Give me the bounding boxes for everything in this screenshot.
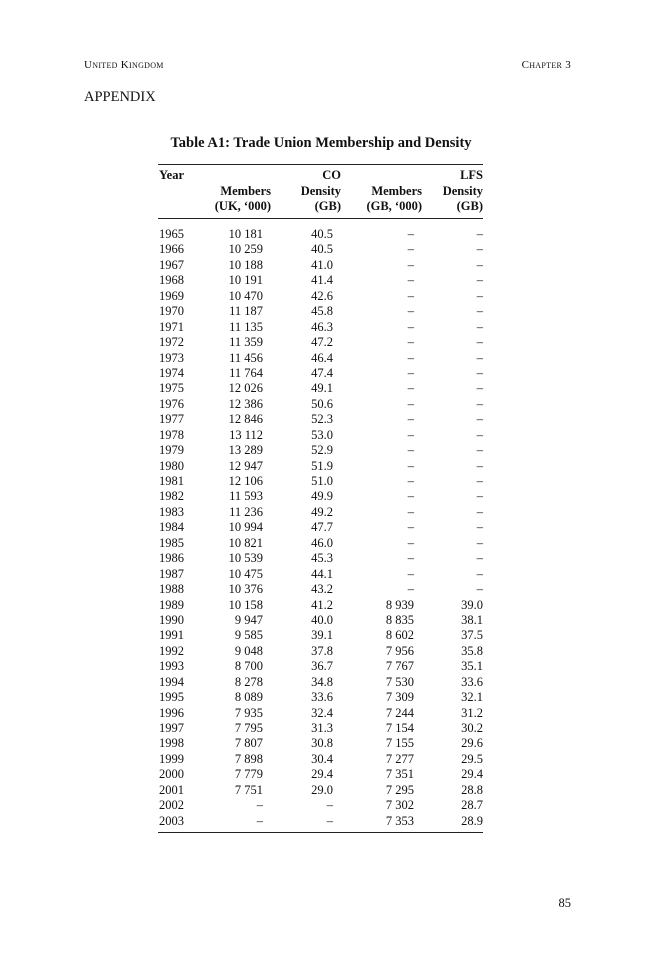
cell-lfs-density: 38.1 — [461, 612, 483, 627]
cell-year: 2002 — [159, 798, 184, 813]
table-row — [159, 474, 483, 489]
cell-co-density: 43.2 — [311, 582, 333, 597]
header-lfs-density — [443, 168, 483, 215]
cell-year: 1965 — [159, 227, 184, 241]
cell-members-uk: 10 158 — [228, 597, 263, 612]
cell-members-uk: 11 456 — [229, 350, 263, 365]
table-row — [159, 320, 483, 335]
table-row — [159, 227, 483, 242]
cell-co-density: 47.2 — [311, 335, 333, 350]
table-row — [159, 706, 483, 721]
cell-lfs-density: 35.8 — [461, 643, 483, 658]
header-co-group: CO — [322, 168, 341, 182]
table-row — [159, 783, 483, 798]
cell-lfs-density: 28.9 — [461, 813, 483, 828]
cell-lfs-density: 32.1 — [461, 690, 483, 705]
cell-year: 1991 — [159, 628, 184, 643]
cell-lfs-density: – — [476, 257, 483, 272]
cell-members-uk: – — [256, 813, 263, 828]
cell-year: 1983 — [159, 504, 184, 519]
header-members-gb-line2: (GB, ‘000) — [366, 199, 422, 213]
cell-members-gb: – — [407, 288, 414, 303]
header-members-uk-line2: (UK, ‘000) — [214, 199, 271, 213]
cell-members-uk: 10 181 — [228, 227, 263, 241]
cell-members-uk: 11 764 — [229, 365, 263, 380]
cell-year: 1996 — [159, 705, 184, 720]
cell-co-density: 47.7 — [311, 520, 333, 535]
cell-co-density: 49.2 — [311, 504, 333, 519]
cell-members-uk: 8 278 — [234, 674, 263, 689]
table-row — [159, 675, 483, 690]
header-lfs-density-line1: Density — [442, 183, 483, 198]
cell-lfs-density: 37.5 — [461, 628, 483, 643]
table-row — [159, 690, 483, 705]
cell-co-density: 46.0 — [311, 535, 333, 550]
table-row — [159, 397, 483, 412]
cell-members-gb: – — [407, 273, 414, 288]
cell-members-gb: – — [407, 458, 414, 473]
cell-members-gb: – — [407, 582, 414, 597]
cell-year: 1990 — [159, 612, 184, 627]
table-row — [159, 304, 483, 319]
page-number: 85 — [558, 896, 571, 910]
cell-year: 1984 — [159, 520, 184, 535]
cell-members-gb: 7 309 — [385, 690, 414, 705]
cell-members-uk: 11 359 — [229, 335, 263, 350]
table-row — [159, 721, 483, 736]
cell-co-density: 51.9 — [311, 458, 333, 473]
cell-members-uk: 10 188 — [228, 257, 263, 272]
cell-members-gb: 8 835 — [385, 612, 414, 627]
table-row — [159, 505, 483, 520]
cell-members-uk: 10 475 — [228, 566, 263, 581]
cell-co-density: 40.5 — [311, 242, 333, 257]
cell-co-density: 49.9 — [311, 489, 333, 504]
cell-co-density: 41.2 — [311, 597, 333, 612]
cell-year: 1971 — [159, 319, 184, 334]
table-header-rule — [158, 218, 483, 219]
cell-year: 1968 — [159, 273, 184, 288]
cell-members-gb: – — [407, 319, 414, 334]
header-co-density-line2: (GB) — [314, 199, 341, 213]
table-row — [159, 381, 483, 396]
cell-lfs-density: – — [476, 396, 483, 411]
cell-year: 1992 — [159, 643, 184, 658]
running-head-right: Chapter 3 — [521, 59, 571, 71]
cell-lfs-density: – — [476, 412, 483, 427]
cell-lfs-density: – — [476, 551, 483, 566]
table-row — [159, 628, 483, 643]
cell-members-gb: – — [407, 227, 414, 241]
cell-lfs-density: – — [476, 319, 483, 334]
cell-year: 1976 — [159, 396, 184, 411]
cell-members-gb: 7 295 — [385, 782, 414, 797]
cell-members-gb: – — [407, 489, 414, 504]
cell-members-uk: – — [256, 798, 263, 813]
cell-lfs-density: 29.4 — [461, 767, 483, 782]
cell-co-density: 45.8 — [311, 304, 333, 319]
cell-lfs-density: – — [476, 242, 483, 257]
cell-lfs-density: – — [476, 365, 483, 380]
cell-members-gb: – — [407, 396, 414, 411]
table-row — [159, 366, 483, 381]
running-head-left: United Kingdom — [84, 59, 164, 71]
table-title: Table A1: Trade Union Membership and Density — [170, 135, 472, 151]
cell-co-density: 53.0 — [311, 427, 333, 442]
table-row — [159, 659, 483, 674]
cell-members-gb: 7 244 — [385, 705, 414, 720]
cell-members-uk: 12 026 — [228, 381, 263, 396]
cell-co-density: 33.6 — [311, 690, 333, 705]
cell-year: 2000 — [159, 767, 184, 782]
cell-lfs-density: – — [476, 288, 483, 303]
cell-members-uk: 10 376 — [228, 582, 263, 597]
table-row — [159, 273, 483, 288]
cell-members-gb: – — [407, 427, 414, 442]
cell-members-gb: – — [407, 566, 414, 581]
table-row — [159, 767, 483, 782]
cell-year: 1985 — [159, 535, 184, 550]
table-row — [159, 258, 483, 273]
cell-co-density: 41.4 — [311, 273, 333, 288]
cell-co-density: – — [326, 813, 333, 828]
cell-lfs-density: – — [476, 443, 483, 458]
cell-lfs-density: – — [476, 304, 483, 319]
header-members-uk-line1: Members — [220, 183, 271, 198]
cell-co-density: 50.6 — [311, 396, 333, 411]
cell-members-uk: 10 191 — [228, 273, 263, 288]
cell-year: 2001 — [159, 782, 184, 797]
table-row — [159, 289, 483, 304]
cell-members-uk: 7 807 — [234, 736, 263, 751]
cell-members-uk: 12 386 — [228, 396, 263, 411]
table-row — [159, 814, 483, 829]
cell-members-uk: 10 539 — [228, 551, 263, 566]
cell-co-density: 47.4 — [311, 365, 333, 380]
cell-members-gb: 7 155 — [385, 736, 414, 751]
cell-year: 1982 — [159, 489, 184, 504]
cell-members-uk: 8 089 — [234, 690, 263, 705]
header-members-uk — [215, 168, 271, 215]
cell-lfs-density: 28.8 — [461, 782, 483, 797]
table-row — [159, 242, 483, 257]
cell-lfs-density: 30.2 — [461, 721, 483, 735]
cell-members-uk: 8 700 — [234, 659, 263, 674]
header-lfs-density-line2: (GB) — [456, 199, 483, 213]
cell-members-uk: 11 593 — [229, 489, 263, 504]
cell-members-gb: 8 939 — [385, 597, 414, 612]
cell-year: 1988 — [159, 582, 184, 597]
cell-co-density: – — [326, 798, 333, 813]
table-row — [159, 489, 483, 504]
cell-lfs-density: 35.1 — [461, 659, 483, 674]
table-bottom-rule — [158, 832, 483, 833]
cell-members-gb: 7 154 — [385, 721, 414, 735]
header-year — [159, 168, 184, 184]
cell-members-uk: 9 048 — [234, 643, 263, 658]
cell-lfs-density: 31.2 — [461, 705, 483, 720]
cell-lfs-density: – — [476, 504, 483, 519]
header-year-label: Year — [159, 168, 184, 182]
cell-members-gb: – — [407, 504, 414, 519]
cell-year: 1987 — [159, 566, 184, 581]
cell-members-uk: 13 289 — [228, 443, 263, 458]
cell-members-uk: 7 795 — [234, 721, 263, 735]
cell-co-density: 40.0 — [311, 612, 333, 627]
cell-members-gb: 7 956 — [385, 643, 414, 658]
table-body — [159, 227, 483, 829]
cell-year: 1967 — [159, 257, 184, 272]
cell-lfs-density: – — [476, 535, 483, 550]
cell-co-density: 29.0 — [311, 782, 333, 797]
cell-members-gb: – — [407, 535, 414, 550]
cell-co-density: 41.0 — [311, 257, 333, 272]
cell-co-density: 32.4 — [311, 705, 333, 720]
cell-lfs-density: 39.0 — [461, 597, 483, 612]
table-top-rule — [158, 164, 483, 165]
table-row — [159, 351, 483, 366]
cell-members-uk: 10 470 — [228, 288, 263, 303]
table-row — [159, 567, 483, 582]
header-lfs-group: LFS — [460, 168, 483, 182]
cell-co-density: 40.5 — [311, 227, 333, 241]
cell-co-density: 46.4 — [311, 350, 333, 365]
cell-members-gb: – — [407, 257, 414, 272]
cell-year: 1972 — [159, 335, 184, 350]
cell-co-density: 39.1 — [311, 628, 333, 643]
cell-members-uk: 12 846 — [228, 412, 263, 427]
cell-year: 1977 — [159, 412, 184, 427]
cell-co-density: 31.3 — [311, 721, 333, 735]
cell-members-uk: 11 187 — [229, 304, 263, 319]
cell-members-gb: – — [407, 551, 414, 566]
cell-year: 1994 — [159, 674, 184, 689]
cell-year: 1999 — [159, 751, 184, 766]
cell-co-density: 46.3 — [311, 319, 333, 334]
cell-members-gb: 7 767 — [385, 659, 414, 674]
table-row — [159, 798, 483, 813]
cell-co-density: 51.0 — [311, 474, 333, 488]
cell-lfs-density: – — [476, 273, 483, 288]
cell-co-density: 44.1 — [311, 566, 333, 581]
header-members-gb — [366, 168, 422, 215]
table-row — [159, 459, 483, 474]
cell-members-uk: 7 898 — [234, 751, 263, 766]
cell-members-gb: – — [407, 443, 414, 458]
cell-members-gb: – — [407, 242, 414, 257]
cell-members-uk: 13 112 — [229, 427, 263, 442]
cell-year: 2003 — [159, 813, 184, 828]
cell-co-density: 34.8 — [311, 674, 333, 689]
cell-year: 1974 — [159, 365, 184, 380]
cell-year: 1978 — [159, 427, 184, 442]
cell-year: 1997 — [159, 721, 184, 735]
cell-co-density: 49.1 — [311, 381, 333, 396]
cell-lfs-density: – — [476, 350, 483, 365]
cell-members-uk: 10 821 — [228, 535, 263, 550]
table-row — [159, 412, 483, 427]
table-row — [159, 582, 483, 597]
cell-members-uk: 9 947 — [234, 612, 263, 627]
cell-year: 1966 — [159, 242, 184, 257]
cell-members-gb: – — [407, 381, 414, 396]
cell-year: 1995 — [159, 690, 184, 705]
cell-year: 1973 — [159, 350, 184, 365]
cell-members-gb: – — [407, 304, 414, 319]
cell-lfs-density: 33.6 — [461, 674, 483, 689]
cell-members-gb: 8 602 — [385, 628, 414, 643]
table-row — [159, 428, 483, 443]
cell-members-gb: – — [407, 474, 414, 488]
cell-lfs-density: – — [476, 335, 483, 350]
cell-year: 1998 — [159, 736, 184, 751]
section-title: APPENDIX — [84, 89, 156, 105]
cell-members-uk: 10 259 — [228, 242, 263, 257]
table-row — [159, 613, 483, 628]
cell-lfs-density: – — [476, 227, 483, 241]
cell-members-gb: 7 277 — [385, 751, 414, 766]
cell-members-gb: 7 530 — [385, 674, 414, 689]
cell-members-gb: 7 351 — [385, 767, 414, 782]
cell-members-gb: – — [407, 350, 414, 365]
cell-lfs-density: – — [476, 582, 483, 597]
cell-co-density: 37.8 — [311, 643, 333, 658]
cell-members-uk: 9 585 — [234, 628, 263, 643]
cell-year: 1993 — [159, 659, 184, 674]
cell-members-uk: 7 751 — [234, 782, 263, 797]
cell-lfs-density: – — [476, 381, 483, 396]
cell-lfs-density: – — [476, 458, 483, 473]
table-row — [159, 598, 483, 613]
cell-members-gb: – — [407, 520, 414, 535]
cell-members-gb: 7 302 — [385, 798, 414, 813]
cell-members-gb: 7 353 — [385, 813, 414, 828]
cell-year: 1969 — [159, 288, 184, 303]
cell-co-density: 45.3 — [311, 551, 333, 566]
cell-co-density: 52.3 — [311, 412, 333, 427]
table-row — [159, 536, 483, 551]
cell-members-uk: 11 135 — [229, 319, 263, 334]
cell-co-density: 52.9 — [311, 443, 333, 458]
table-row — [159, 335, 483, 350]
cell-co-density: 29.4 — [311, 767, 333, 782]
cell-members-uk: 12 947 — [228, 458, 263, 473]
cell-members-uk: 11 236 — [229, 504, 263, 519]
cell-members-uk: 7 779 — [234, 767, 263, 782]
cell-co-density: 42.6 — [311, 288, 333, 303]
cell-lfs-density: – — [476, 489, 483, 504]
table-row — [159, 551, 483, 566]
table-row — [159, 752, 483, 767]
cell-co-density: 30.4 — [311, 751, 333, 766]
cell-year: 1989 — [159, 597, 184, 612]
cell-lfs-density: – — [476, 566, 483, 581]
header-co-density-line1: Density — [300, 183, 341, 198]
cell-members-uk: 7 935 — [234, 705, 263, 720]
cell-lfs-density: – — [476, 474, 483, 488]
cell-co-density: 36.7 — [311, 659, 333, 674]
cell-year: 1979 — [159, 443, 184, 458]
cell-co-density: 30.8 — [311, 736, 333, 751]
header-members-gb-line1: Members — [371, 183, 422, 198]
table-row — [159, 736, 483, 751]
cell-members-uk: 10 994 — [228, 520, 263, 535]
cell-year: 1970 — [159, 304, 184, 319]
cell-members-gb: – — [407, 335, 414, 350]
table-row — [159, 644, 483, 659]
cell-year: 1981 — [159, 474, 184, 488]
cell-lfs-density: 29.6 — [461, 736, 483, 751]
cell-year: 1975 — [159, 381, 184, 396]
cell-members-gb: – — [407, 412, 414, 427]
cell-lfs-density: – — [476, 427, 483, 442]
cell-lfs-density: – — [476, 520, 483, 535]
cell-year: 1980 — [159, 458, 184, 473]
table-row — [159, 520, 483, 535]
cell-lfs-density: 29.5 — [461, 751, 483, 766]
cell-year: 1986 — [159, 551, 184, 566]
header-co-density — [301, 168, 341, 215]
cell-lfs-density: 28.7 — [461, 798, 483, 813]
table-row — [159, 443, 483, 458]
cell-members-uk: 12 106 — [228, 474, 263, 488]
cell-members-gb: – — [407, 365, 414, 380]
